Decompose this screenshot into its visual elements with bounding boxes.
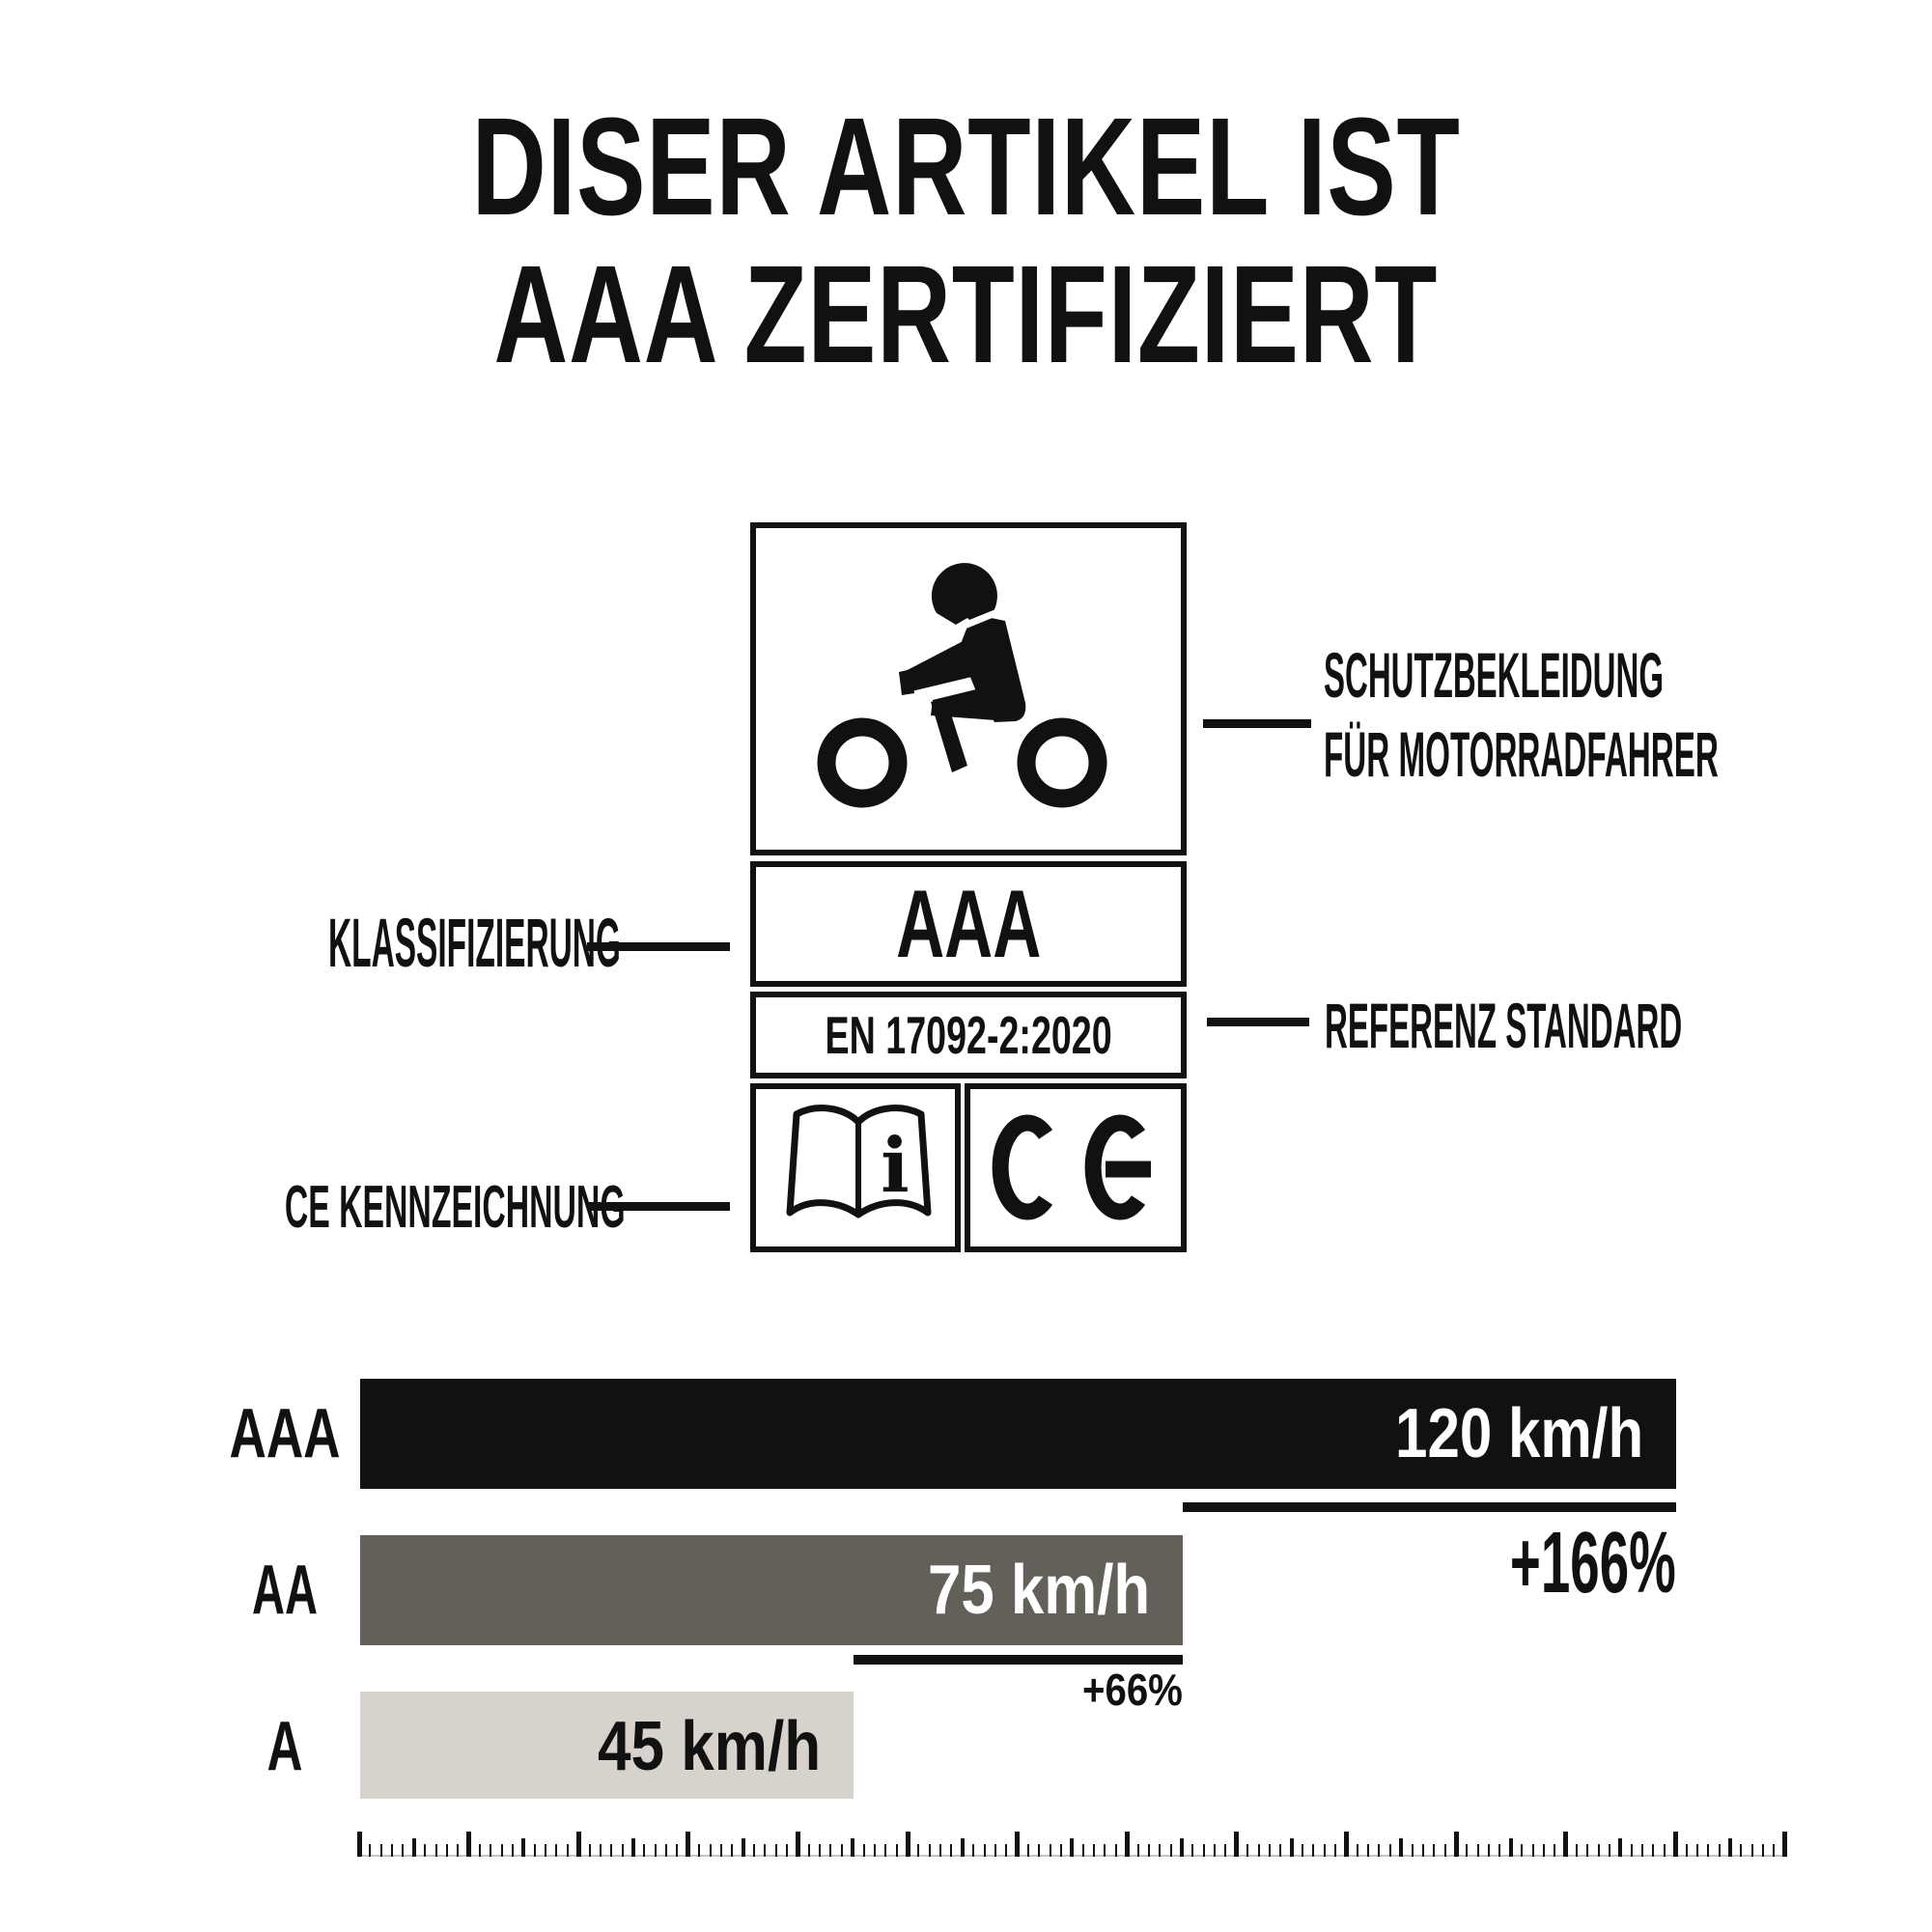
- ruler-tick: [1290, 1838, 1294, 1857]
- ruler-tick: [1015, 1832, 1020, 1857]
- ruler-tick: [917, 1844, 919, 1857]
- ruler-tick: [884, 1844, 886, 1857]
- bar-category-label: A: [266, 1708, 303, 1785]
- ruler-tick: [1433, 1844, 1435, 1857]
- ruler-tick: [796, 1832, 800, 1857]
- ruler-tick: [1357, 1844, 1358, 1857]
- ruler-tick: [1027, 1844, 1029, 1857]
- ruler-tick: [1070, 1838, 1074, 1857]
- ruler-tick: [1554, 1844, 1555, 1857]
- ruler-tick: [1203, 1844, 1205, 1857]
- ruler-tick: [994, 1844, 996, 1857]
- ruler-tick: [1719, 1844, 1721, 1857]
- ruler-tick: [1344, 1832, 1349, 1857]
- standard-callout-label: REFERENZ STANDARD: [1325, 990, 1683, 1061]
- ce-mark-icon: [965, 1083, 1187, 1252]
- ruler-tick: [1521, 1844, 1523, 1857]
- ruler-tick: [1038, 1844, 1040, 1857]
- ruler-tick: [1279, 1844, 1281, 1857]
- ruler-tick: [1060, 1844, 1062, 1857]
- ruler-tick: [1093, 1844, 1095, 1857]
- ruler-tick: [665, 1844, 667, 1857]
- ruler-tick: [380, 1844, 382, 1857]
- ruler-tick: [841, 1844, 843, 1857]
- bar-value-label: 45 km/h: [597, 1708, 821, 1785]
- pictogram-callout-label: SCHUTZBEKLEIDUNG FÜR MOTORRADFAHRER: [1324, 639, 1719, 790]
- ruler-tick: [1762, 1844, 1764, 1857]
- svg-text:i: i: [881, 1122, 910, 1210]
- ruler-tick: [1477, 1844, 1479, 1857]
- ruler-tick: [1312, 1844, 1314, 1857]
- ruler-tick: [1148, 1844, 1150, 1857]
- ruler-tick: [1498, 1844, 1500, 1857]
- ruler-tick: [555, 1844, 557, 1857]
- ruler-tick: [412, 1838, 416, 1857]
- ruler-tick: [1488, 1844, 1490, 1857]
- chart-row-aaa: [0, 1379, 1932, 1489]
- ruler-tick: [1609, 1844, 1610, 1857]
- ruler-tick: [1664, 1844, 1666, 1857]
- page-title-line1: DISER ARTIKEL IST: [471, 89, 1461, 244]
- delta-underline-aa: [854, 1655, 1183, 1665]
- bar-value-label: 75 km/h: [927, 1552, 1150, 1629]
- ruler-tick: [1444, 1844, 1446, 1857]
- page-title-line2: AAA ZERTIFIZIERT: [493, 237, 1439, 392]
- ruler-tick: [1050, 1844, 1051, 1857]
- ruler-tick: [424, 1844, 426, 1857]
- ruler-tick: [1115, 1844, 1117, 1857]
- bar-category-label: AAA: [229, 1395, 341, 1472]
- ruler-tick: [1234, 1832, 1239, 1857]
- ruler-tick: [369, 1844, 371, 1857]
- ruler-tick: [1180, 1838, 1184, 1857]
- ruler-tick: [1686, 1844, 1688, 1857]
- delta-label-aaa: +166%: [1510, 1515, 1676, 1611]
- ruler-tick: [545, 1844, 546, 1857]
- ruler-tick: [1773, 1844, 1775, 1857]
- ruler-tick: [686, 1832, 690, 1857]
- ruler-tick: [1563, 1832, 1568, 1857]
- ruler-tick: [1466, 1844, 1468, 1857]
- delta-underline-aaa: [1183, 1502, 1676, 1512]
- bar-value-label: 120 km/h: [1394, 1395, 1643, 1472]
- ruler-tick: [1707, 1844, 1709, 1857]
- classification-callout-label: KLASSIFIZIERUNG: [327, 906, 621, 982]
- ruler-tick: [589, 1844, 591, 1857]
- ruler-tick: [1412, 1844, 1414, 1857]
- ruler-tick: [357, 1832, 362, 1857]
- ruler-tick: [610, 1844, 612, 1857]
- ruler-tick: [1576, 1844, 1578, 1857]
- connector-standard-label: [1207, 1018, 1309, 1026]
- ruler-tick: [676, 1844, 678, 1857]
- ruler-tick: [1652, 1844, 1654, 1857]
- ruler-tick: [576, 1832, 581, 1857]
- ruler-tick: [1586, 1844, 1588, 1857]
- ruler-tick: [829, 1844, 831, 1857]
- ruler-tick: [1454, 1832, 1459, 1857]
- ruler-tick: [391, 1844, 393, 1857]
- ruler-tick: [1302, 1844, 1303, 1857]
- ruler-tick: [600, 1844, 602, 1857]
- ruler-tick: [1673, 1832, 1678, 1857]
- ruler-tick: [720, 1844, 722, 1857]
- ruler-tick: [402, 1844, 404, 1857]
- card-classification-box: [750, 861, 1187, 987]
- ruler-tick: [1740, 1844, 1742, 1857]
- ruler-tick: [1324, 1844, 1326, 1857]
- motorcycle-rider-icon: [772, 541, 1168, 850]
- ruler-tick: [1509, 1838, 1513, 1857]
- ruler-tick: [1532, 1844, 1534, 1857]
- ruler-tick: [521, 1838, 525, 1857]
- ruler-tick: [698, 1844, 700, 1857]
- ruler-tick: [1269, 1844, 1271, 1857]
- classification-value: AAA: [895, 870, 1042, 977]
- ruler-tick: [457, 1844, 459, 1857]
- ruler-tick: [906, 1832, 910, 1857]
- ruler-tick: [1082, 1844, 1084, 1857]
- ruler-tick: [950, 1844, 952, 1857]
- ce-callout-label: CE KENNZEICHNUNG: [284, 1174, 626, 1241]
- ruler-tick: [1214, 1844, 1216, 1857]
- ruler-tick: [1159, 1844, 1161, 1857]
- ruler-tick: [1224, 1844, 1226, 1857]
- ruler-tick: [972, 1844, 974, 1857]
- ruler-tick: [1389, 1844, 1391, 1857]
- ruler-tick: [479, 1844, 481, 1857]
- ruler-tick: [1641, 1844, 1643, 1857]
- reference-standard-value: EN 17092-2:2020: [825, 1005, 1112, 1065]
- ruler-tick: [1728, 1838, 1732, 1857]
- page-title: [0, 89, 1932, 392]
- bar-category-label: AA: [252, 1552, 318, 1629]
- ruler-tick: [1005, 1844, 1007, 1857]
- ruler-tick: [896, 1844, 898, 1857]
- ruler-tick: [1367, 1844, 1369, 1857]
- ruler-tick: [786, 1844, 788, 1857]
- ruler-tick: [1422, 1844, 1424, 1857]
- ruler-tick: [851, 1838, 854, 1857]
- ruler-tick: [863, 1844, 865, 1857]
- ruler-tick: [622, 1844, 624, 1857]
- ruler-tick: [435, 1844, 437, 1857]
- ruler-tick: [1399, 1838, 1403, 1857]
- ruler-tick: [1782, 1832, 1787, 1857]
- ruler-tick: [939, 1844, 941, 1857]
- ruler-tick: [512, 1844, 514, 1857]
- ruler-tick: [446, 1844, 448, 1857]
- ruler-tick: [1246, 1844, 1248, 1857]
- ruler-tick: [874, 1844, 876, 1857]
- ruler-tick: [819, 1844, 821, 1857]
- ruler-tick: [1618, 1838, 1622, 1857]
- ruler-tick: [1598, 1844, 1600, 1857]
- ruler-tick: [1125, 1832, 1130, 1857]
- ruler-tick: [631, 1838, 635, 1857]
- ruler-tick: [753, 1844, 755, 1857]
- ruler-tick: [1543, 1844, 1545, 1857]
- speed-bar-aaa: [360, 1379, 1676, 1489]
- ruler-tick: [710, 1844, 712, 1857]
- ruler-tick: [984, 1844, 986, 1857]
- ruler-tick: [1631, 1844, 1633, 1857]
- ruler-tick: [567, 1844, 569, 1857]
- ruler-tick: [775, 1844, 777, 1857]
- speed-bar-aa: [360, 1535, 1183, 1645]
- ruler-tick: [1137, 1844, 1139, 1857]
- ruler-tick: [655, 1844, 657, 1857]
- ruler-tick: [466, 1832, 471, 1857]
- ruler-tick: [1258, 1844, 1260, 1857]
- ruler-tick: [929, 1844, 931, 1857]
- connector-pictogram-label: [1203, 719, 1311, 728]
- ruler-tick: [808, 1844, 810, 1857]
- ruler-tick: [961, 1838, 965, 1857]
- ruler-tick: [1170, 1844, 1172, 1857]
- ruler-tick: [501, 1844, 503, 1857]
- card-standard-box: [750, 992, 1187, 1078]
- ruler-tick: [1751, 1844, 1753, 1857]
- ruler-tick: [742, 1838, 745, 1857]
- ruler-tick: [764, 1844, 766, 1857]
- ruler-tick: [731, 1844, 733, 1857]
- ruler-tick: [1334, 1844, 1336, 1857]
- ruler-tick: [1104, 1844, 1106, 1857]
- ruler-tick: [490, 1844, 491, 1857]
- ruler-tick: [534, 1844, 536, 1857]
- ruler-tick: [643, 1844, 645, 1857]
- delta-label-aa: +66%: [1082, 1665, 1183, 1715]
- ruler-tick: [1191, 1844, 1193, 1857]
- ruler-tick: [1696, 1844, 1698, 1857]
- ruler-tick: [1378, 1844, 1380, 1857]
- instruction-manual-book-icon: [750, 1083, 961, 1252]
